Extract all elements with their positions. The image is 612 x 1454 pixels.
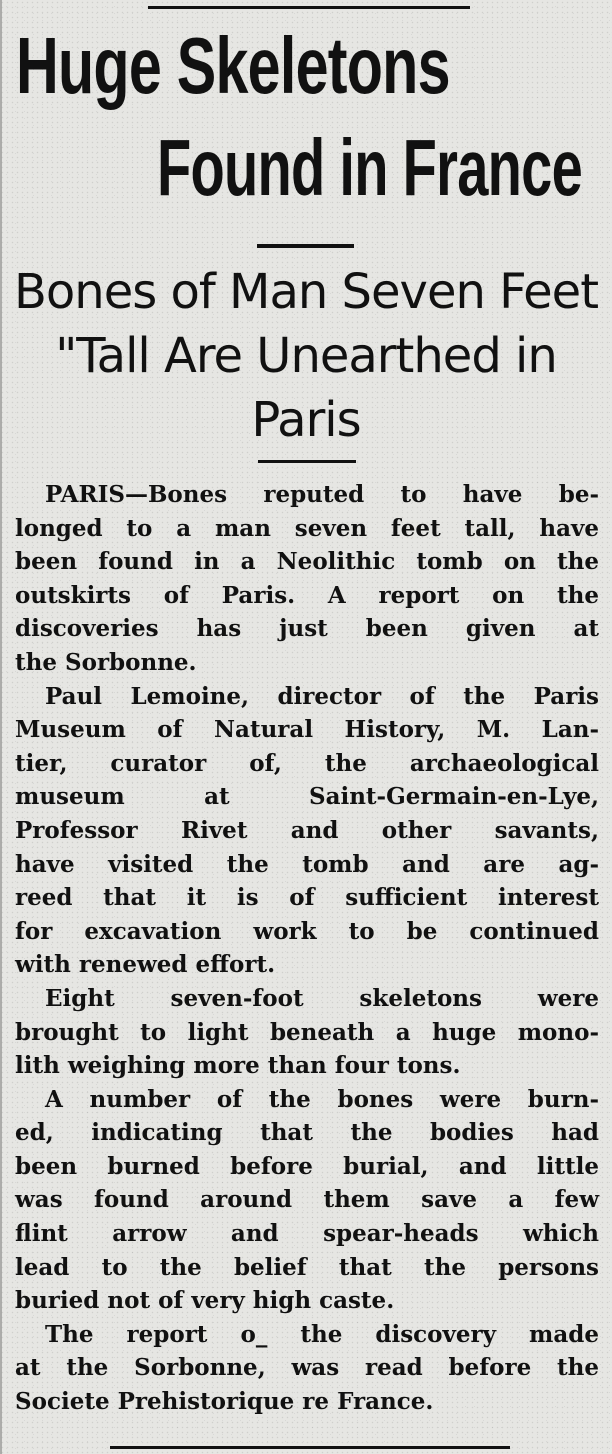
article-line: Societe Prehistorique re France.: [15, 1388, 434, 1416]
article-line: with renewed effort.: [15, 951, 276, 979]
bottom-rule: [110, 1446, 510, 1449]
article-line: been burned before burial, and little: [15, 1152, 599, 1180]
article-line: for excavation work to be continued: [15, 917, 599, 945]
article-line: PARIS—Bones reputed to have be-: [45, 481, 599, 508]
top-rule: [148, 6, 470, 9]
article-line: flint arrow and spear-heads which: [15, 1220, 599, 1248]
article-line: longed to a man seven feet tall, have: [15, 514, 599, 542]
article-line: lead to the belief that the persons: [15, 1253, 599, 1281]
article-line: discoveries has just been given at: [15, 615, 599, 643]
article-line: ed, indicating that the bodies had: [15, 1119, 599, 1147]
article-line: The report o_ the discovery made: [45, 1320, 599, 1348]
article-line: lith weighing more than four tons.: [15, 1052, 461, 1080]
headline-line-1: Huge Skeletons: [16, 21, 450, 110]
article-line: Paul Lemoine, director of the Paris: [45, 682, 599, 710]
article-line: tier, curator of, the archaeological: [15, 749, 599, 777]
article-line: been found in a Neolithic tomb on the: [15, 548, 599, 576]
article-line: Professor Rivet and other savants,: [15, 816, 599, 844]
page-edge: [0, 0, 2, 1454]
article-line: at the Sorbonne, was read before the: [15, 1354, 599, 1382]
article-line: Museum of Natural History, M. Lan-: [15, 716, 599, 744]
article-line: A number of the bones were burn-: [45, 1085, 599, 1113]
subheadline: Bones of Man Seven Feet "Tall Are Unearthed in Paris: [13, 264, 599, 448]
article-line: museum at Saint-Germain-en-Lye,: [15, 783, 599, 811]
article-line: was found around them save a few: [15, 1186, 599, 1214]
article-line: have visited the tomb and are ag-: [15, 850, 599, 878]
article-line: the Sorbonne.: [15, 648, 197, 676]
article-line: brought to light beneath a huge mono-: [15, 1018, 599, 1046]
headline-divider: [257, 244, 354, 248]
article-line: Eight seven-foot skeletons were: [45, 984, 599, 1012]
article-line: buried not of very high caste.: [15, 1287, 395, 1315]
article-line: reed that it is of sufficient interest: [15, 884, 599, 912]
headline-line-2: Found in France: [157, 123, 583, 212]
article-line: outskirts of Paris. A report on the: [15, 581, 599, 609]
subhead-divider: [258, 460, 356, 463]
article-body: [15, 478, 599, 1419]
